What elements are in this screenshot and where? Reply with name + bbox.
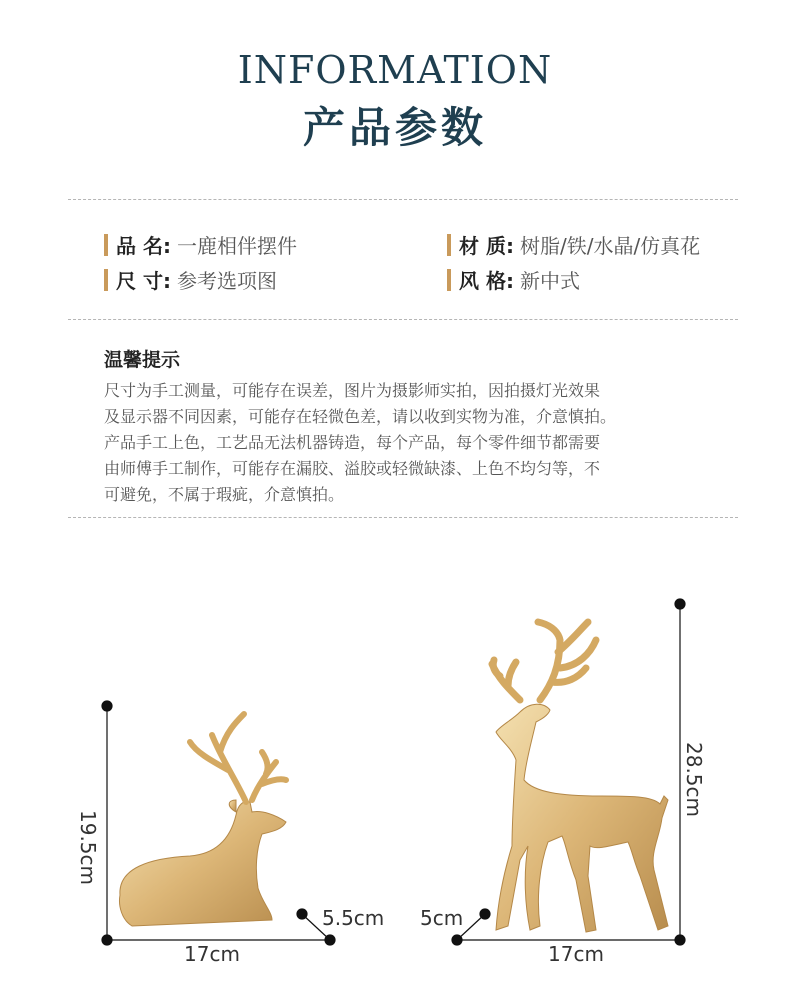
large-width-label: 17cm	[548, 942, 604, 966]
large-height-label: 28.5cm	[682, 742, 706, 818]
tips-title: 温馨提示	[104, 349, 181, 371]
spec-material-value: 树脂/铁/水晶/仿真花	[519, 234, 701, 258]
tips-line: 及显示器不同因素，可能存在轻微色差，请以收到实物为准，介意慎拍。	[104, 407, 617, 426]
spec-style-value: 新中式	[519, 269, 580, 293]
spec-name-label: 品 名:	[116, 234, 171, 258]
small-height-label: 19.5cm	[76, 810, 100, 886]
title-chinese: 产品参数	[302, 103, 487, 152]
spec-style-label: 风 格:	[459, 269, 514, 293]
spec-size-label: 尺 寸:	[116, 269, 171, 293]
lying-deer-figurine	[120, 714, 287, 926]
tips-line: 可避免，不属于瑕疵，介意慎拍。	[104, 485, 345, 504]
tips-line: 尺寸为手工测量，可能存在误差，图片为摄影师实拍，因拍摄灯光效果	[104, 381, 601, 400]
small-width-label: 17cm	[184, 942, 240, 966]
spec-size-value: 参考选项图	[176, 269, 277, 293]
tips-line: 产品手工上色，工艺品无法机器铸造，每个产品，每个零件细节都需要	[104, 433, 601, 452]
large-depth-label: 5cm	[420, 906, 464, 930]
spec-material-label: 材 质:	[459, 234, 514, 258]
spec-name-value: 一鹿相伴摆件	[176, 234, 297, 258]
tips-line: 由师傅手工制作，可能存在漏胶、溢胶或轻微缺漆、上色不均匀等，不	[104, 459, 601, 478]
small-depth-label: 5.5cm	[322, 906, 385, 930]
title-english: INFORMATION	[237, 48, 553, 92]
standing-deer-figurine	[492, 622, 668, 932]
